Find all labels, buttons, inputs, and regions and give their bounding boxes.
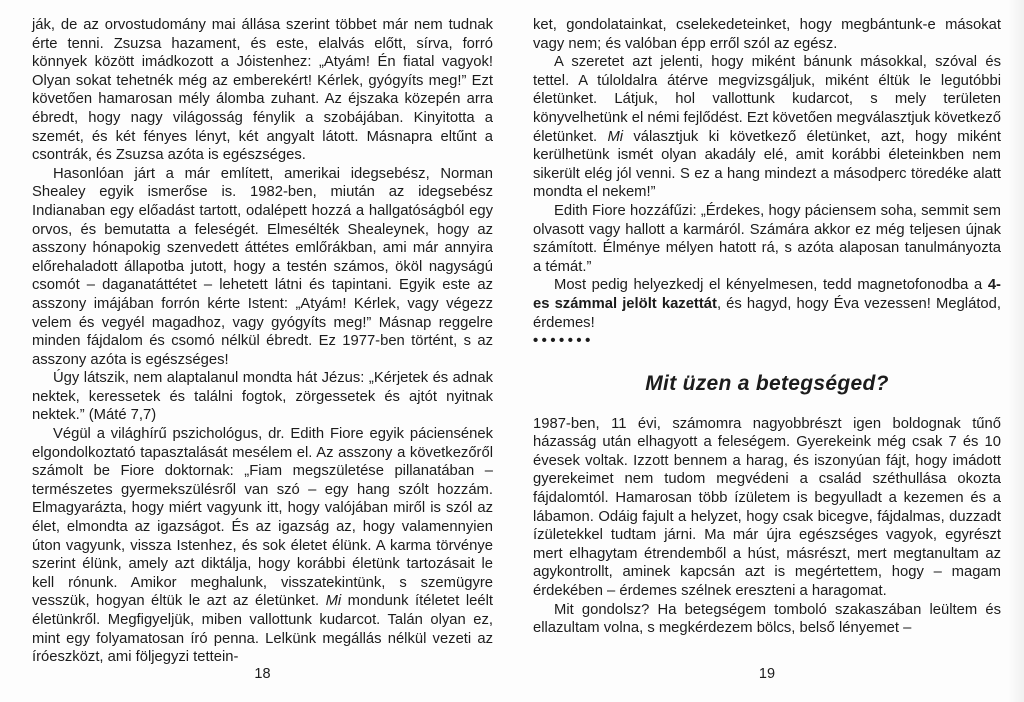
bold-phrase: 4-es számmal jelölt kazettát xyxy=(533,277,1001,312)
paragraph: ják, de az orvostudomány mai állása szerint többet már nem tudnak érte tenni. Zsuzsa hazament, és este, elalvás előtt, sírva, forró könnyek között imádkozott a Jóistenhez: „Atyám! Én fiatal vagyok! Olyan sokat tehetnék még az emberekért! Kérlek, gyógyíts meg!” Ezt követően hamarosan mély álomba zuhant. Az éjszaka közepén arra ébredt, hogy nagy világosság fénylik a szobájában. Kinyitotta a szemét, és két fényes lényt, két angyalt látott. Másnapra eltűnt a csontrák, és Zsuzsa azóta is egészséges. xyxy=(32,17,493,164)
paragraph: ket, gondolatainkat, cselekedeteinket, hogy megbántunk-e másokat vagy nem; és valóban épp erről szól az egész. xyxy=(533,17,1001,52)
paragraph xyxy=(32,425,493,667)
page-number-left: 18 xyxy=(254,666,271,682)
text-segment: , és hagyd, hogy Éva vezessen! Meglátod, érdemes! xyxy=(533,295,1001,331)
text-segment: Most pedig helyezkedj el kényelmesen, tedd magnetofonodba a xyxy=(554,277,988,294)
left-page-text-column xyxy=(32,16,493,667)
text-segment: mondunk ítéletet leélt életünkről. Megfigyeljük, miben vallottunk kudarcot. Talán olyan ez, mint egy folyamatosan író penna. Lelkünk megállás nélkül vezeti az íróeszközt, ami följegyzi tettein- xyxy=(32,593,493,666)
dots-divider: ••••••• xyxy=(533,333,594,350)
section-heading: Mit üzen a betegséged? xyxy=(645,371,889,395)
text-segment: választjuk ki következő életünket, azt, hogy miként kerülhetünk ismét olyan akadály elé, amit korábbi életeinkben nem sikerült elég jól venni. S ez a hang mindezt a másodperc töredéke alatt mondta el nekem!” xyxy=(533,128,1001,201)
paragraph xyxy=(533,276,1001,332)
italic-word: Mi xyxy=(607,128,624,145)
paragraph: 1987-ben, 11 évi, számomra nagyobbrészt igen boldognak tűnő házasság után elhagyott a feleségem. Gyerekeink még csak 7 és 10 évesek voltak. Izzott bennem a harag, és iszonyúan fájt, hogy imádott gyerekeimet nem tudom megvédeni a család széthullása okozta fájdalomtól. Hamarosan több ízületem is begyulladt a kezemen és a lábamon. Odáig fajult a helyzet, hogy csak bicegve, fájdalmas, duzzadt ízületekkel tudtam járni. Ma már újra egészséges vagyok, egyrészt mert elhagytam étrendemből a húst, másrészt, mert megtanultam az agykontrollt, aminek kapcsán azt is megértettem, hogy – magam érdekében – érdemes szélnek ereszteni a haragomat. xyxy=(533,415,1001,600)
italic-word: Mi xyxy=(325,593,342,610)
right-page-text-column xyxy=(533,16,1001,638)
text-segment: A szeretet azt jelenti, hogy miként bánunk másokkal, szóval és tettel. A túloldalra átérve megvizsgáljuk, miként éltük le legutóbbi életünket. Látjuk, hol vallottunk kudarcot, s mely területen könyvelhetünk el némi fejlődést. Ezt követően megválasztjuk következő életünket. xyxy=(533,54,1001,145)
paragraph: Edith Fiore hozzáfűzi: „Érdekes, hogy páciensem soha, semmit sem olvasott vagy hallott a karmáról. Számára akkor ez még teljesen újnak számított. Élménye mélyen hatott rá, s azóta alaposan tanulmányozta a témát.” xyxy=(533,202,1001,275)
paragraph xyxy=(533,53,1001,202)
text-segment: Végül a világhírű pszichológus, dr. Edith Fiore egyik páciensének elgondolkoztató tapasztalását mesélem el. Az asszony a következőről számolt be Fiore doktornak: „Fiam megszületése pillanatában – természetes gyermekszülésről van szó – egy hang szólt hozzám. Elmagyarázta, hogy miért vagyunk itt, hogy valójában miről is szól az élet, elmondta az igazságot. És az igazság az, hogy valamennyien úton vagyunk, vissza Istenhez, és sok életet élünk. A karma törvénye szerint élünk, amely azt diktálja, hogy korábbi életünk tartozásait le kell rónunk. Amikor meghalunk, visszatekintünk, s szemügyre vesszük, hogyan éltük le azt az életünket. xyxy=(32,426,493,610)
paragraph: Úgy látszik, nem alaptalanul mondta hát Jézus: „Kérjetek és adnak nektek, keressetek és találni fogtok, zörgessetek és ajtót nyitnak nektek.” (Máté 7,7) xyxy=(32,370,493,424)
paragraph: Mit gondolsz? Ha betegségem tomboló szakaszában leültem és ellazultam volna, s megkérdezem bölcs, belső lényemet – xyxy=(533,601,1001,637)
page-number-right: 19 xyxy=(758,666,776,682)
paragraph: Hasonlóan járt a már említett, amerikai idegsebész, Norman Shealey egyik ismerőse is. 1982-ben, miután az idegsebész Indianaban egy előadást tartott, odalépett hozzá a hallgatóságból egy orvos, és bemutatta a feleségét. Elmesélték Shealeynek, hogy az asszony hónapokig szenvedett áttétes emlőrákban, ami már annyira előrehaladott állapotba jutott, hogy a testén számos, ököl nagyságú csomót – daganatáttétet – lehetett látni és tapintani. Egyik este az asszony imájában forrón kérte Istent: „Atyám! Kérlek, vagy végezz velem és vegyél magadhoz, vagy gyógyíts meg!” Másnap reggelre minden fájdalom és csomó nélkül ébredt. Ez 1977-ben történt, s az asszony azóta is egészséges! xyxy=(32,165,493,368)
